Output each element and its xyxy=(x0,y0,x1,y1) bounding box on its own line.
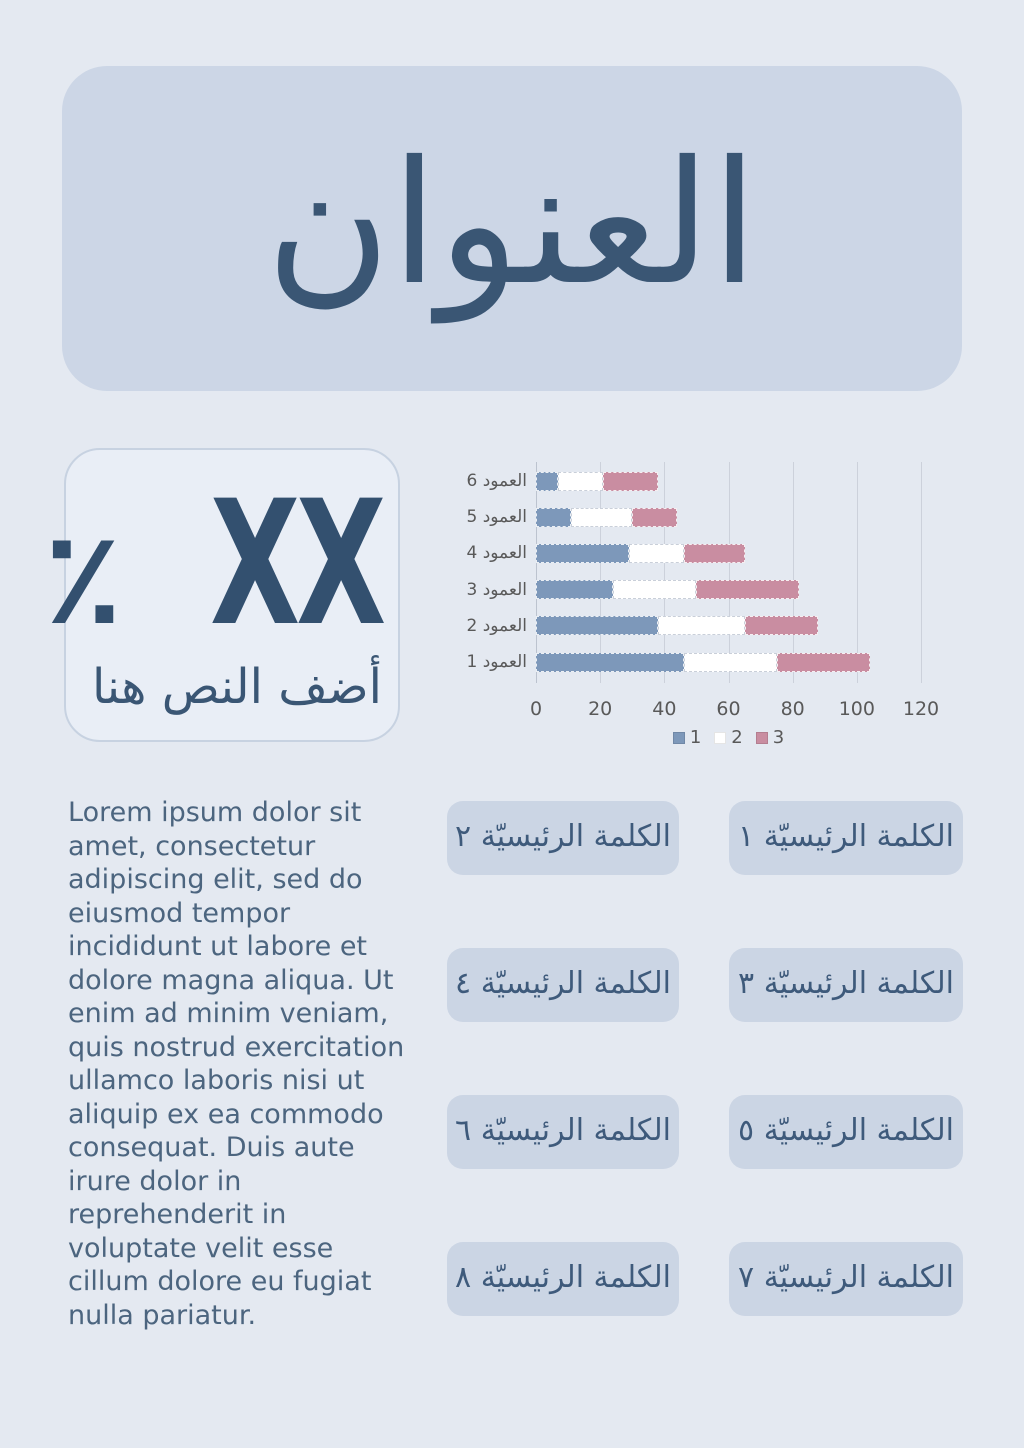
bar-segment-series-2 xyxy=(658,616,745,635)
bar-segment-series-2 xyxy=(571,508,632,527)
bar-segment-series-2 xyxy=(558,472,603,491)
legend-swatch xyxy=(756,732,768,744)
bar-segment-series-3 xyxy=(632,508,677,527)
keyword-box xyxy=(447,1095,679,1169)
gridline xyxy=(921,462,922,683)
bar-segment-series-3 xyxy=(745,616,819,635)
keyword-box xyxy=(447,948,679,1022)
keyword-label: الكلمة الرئيسيّة ٤ xyxy=(455,965,671,1001)
gridline xyxy=(729,462,730,683)
keyword-box xyxy=(729,801,963,875)
legend-item xyxy=(756,727,784,748)
title-panel xyxy=(62,66,962,391)
arabic-percent-sign: ٪ xyxy=(43,501,123,654)
keyword-box xyxy=(729,948,963,1022)
bar-segment-series-2 xyxy=(629,544,684,563)
bar-segment-series-3 xyxy=(777,653,870,672)
gridline xyxy=(857,462,858,683)
keyword-grid xyxy=(447,801,963,1316)
gridline xyxy=(664,462,665,683)
category-label: العمود 4 xyxy=(466,543,527,564)
gridline xyxy=(536,462,537,683)
bar-segment-series-2 xyxy=(613,580,696,599)
legend-label: 2 xyxy=(731,727,743,748)
x-axis-tick-label: 40 xyxy=(652,698,677,720)
keyword-label: الكلمة الرئيسيّة ١ xyxy=(738,818,954,854)
category-label: العمود 1 xyxy=(466,652,527,672)
stat-value xyxy=(43,462,382,664)
page-title: العنوان xyxy=(265,124,759,323)
legend-item xyxy=(673,727,701,748)
gridline xyxy=(600,462,601,683)
gridline xyxy=(793,462,794,683)
legend-swatch xyxy=(714,732,726,744)
keyword-box xyxy=(447,801,679,875)
category-label: العمود 2 xyxy=(466,615,527,636)
bar-segment-series-3 xyxy=(696,580,799,599)
legend-label: 1 xyxy=(689,727,702,748)
x-axis-tick-label: 20 xyxy=(588,698,613,720)
bar-segment-series-3 xyxy=(603,472,658,491)
keyword-label: الكلمة الرئيسيّة ٨ xyxy=(455,1259,671,1295)
x-axis-tick-label: 80 xyxy=(780,698,805,720)
keyword-label: الكلمة الرئيسيّة ٢ xyxy=(455,818,671,854)
keyword-label: الكلمة الرئيسيّة ٣ xyxy=(738,965,954,1001)
stat-number-placeholder: XX xyxy=(209,462,382,664)
bar-segment-series-3 xyxy=(684,544,745,563)
keyword-label: الكلمة الرئيسيّة ٥ xyxy=(738,1112,954,1148)
bar-segment-series-1 xyxy=(536,472,558,491)
legend-label: 3 xyxy=(772,727,785,748)
category-label: العمود 6 xyxy=(466,471,527,491)
category-label: العمود 5 xyxy=(466,507,527,528)
keyword-box xyxy=(729,1242,963,1316)
bar-segment-series-1 xyxy=(536,508,571,527)
bar-segment-series-1 xyxy=(536,616,658,635)
legend-item xyxy=(714,727,742,748)
legend-swatch xyxy=(673,732,685,744)
x-axis-tick-label: 120 xyxy=(902,698,940,720)
bar-segment-series-1 xyxy=(536,580,613,599)
bar-segment-series-1 xyxy=(536,544,629,563)
stacked-bar-chart xyxy=(455,455,967,755)
keyword-label: الكلمة الرئيسيّة ٦ xyxy=(455,1112,671,1148)
x-axis-tick-label: 60 xyxy=(716,698,741,720)
category-label: العمود 3 xyxy=(466,579,527,600)
bar-segment-series-2 xyxy=(684,653,777,672)
keyword-box xyxy=(729,1095,963,1169)
stat-caption: أضف النص هنا xyxy=(92,658,382,715)
chart-legend xyxy=(536,727,921,748)
stat-box xyxy=(43,448,400,742)
body-paragraph: Lorem ipsum dolor sit amet, consectetur adipiscing elit, sed do eiusmod tempor incididunt ut labore et dolore magna aliqua. Ut enim ad minim veniam, quis nostrud exercitation ullamco laboris nisi ut aliquip ex ea commodo consequat. Duis aute irure dolor in reprehenderit in voluptate velit esse cillum dolore eu fugiat nulla pariatur. xyxy=(68,797,405,1331)
x-axis-tick-label: 100 xyxy=(838,698,875,720)
keyword-box xyxy=(447,1242,679,1316)
keyword-label: الكلمة الرئيسيّة ٧ xyxy=(738,1259,954,1295)
x-axis-tick-label: 0 xyxy=(529,698,543,720)
bar-segment-series-1 xyxy=(536,653,684,672)
